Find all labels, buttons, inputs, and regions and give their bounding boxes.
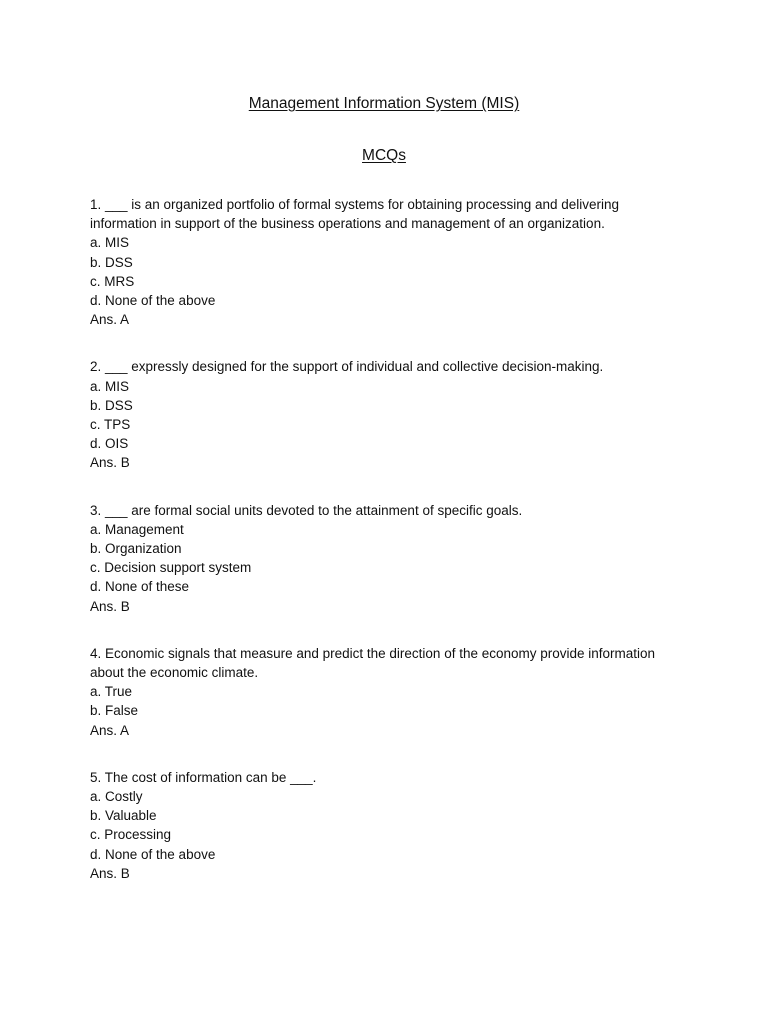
question-stem-line: about the economic climate. bbox=[90, 665, 259, 681]
question-stem-line: 5. The cost of information can be ___. bbox=[90, 769, 317, 785]
answer-key: Ans. B bbox=[90, 865, 130, 881]
answer-option: a. True bbox=[90, 684, 133, 700]
question-stem-line: 2. ___ expressly designed for the support of individual and collective decision-making. bbox=[90, 359, 604, 375]
answer-option: a. MIS bbox=[90, 378, 130, 394]
question-block bbox=[90, 195, 710, 329]
answer-option: d. None of the above bbox=[90, 846, 216, 862]
question-block bbox=[90, 768, 710, 883]
answer-option: a. MIS bbox=[90, 235, 130, 251]
answer-option: d. None of the above bbox=[90, 293, 216, 309]
answer-option: b. False bbox=[90, 703, 139, 719]
question-block bbox=[90, 644, 710, 740]
answer-option: a. Costly bbox=[90, 789, 143, 805]
answer-option: d. None of these bbox=[90, 579, 190, 595]
question-stem-line: 4. Economic signals that measure and predict the direction of the economy provide information bbox=[90, 645, 656, 661]
answer-key: Ans. B bbox=[90, 598, 130, 614]
answer-option: c. MRS bbox=[90, 273, 135, 289]
answer-key: Ans. A bbox=[90, 312, 130, 328]
answer-option: b. DSS bbox=[90, 397, 133, 413]
answer-option: b. DSS bbox=[90, 254, 133, 270]
question-stem-line: 1. ___ is an organized portfolio of formal systems for obtaining processing and delivering bbox=[90, 197, 620, 212]
question-block bbox=[90, 357, 710, 472]
answer-key: Ans. B bbox=[90, 455, 130, 471]
page-subtitle: MCQs bbox=[362, 147, 406, 164]
page-title: Management Information System (MIS) bbox=[248, 95, 520, 112]
answer-option: c. Decision support system bbox=[90, 560, 252, 576]
answer-option: d. OIS bbox=[90, 436, 129, 452]
answer-key: Ans. A bbox=[90, 722, 130, 738]
answer-option: b. Valuable bbox=[90, 808, 157, 824]
question-list bbox=[90, 195, 710, 911]
answer-option: c. Processing bbox=[90, 827, 172, 843]
question-stem-line: 3. ___ are formal social units devoted to the attainment of specific goals. bbox=[90, 502, 523, 518]
question-stem-line: information in support of the business operations and management of an organization. bbox=[90, 216, 605, 232]
answer-option: a. Management bbox=[90, 521, 184, 537]
answer-option: b. Organization bbox=[90, 541, 182, 557]
question-block bbox=[90, 501, 710, 616]
answer-option: c. TPS bbox=[90, 417, 131, 433]
